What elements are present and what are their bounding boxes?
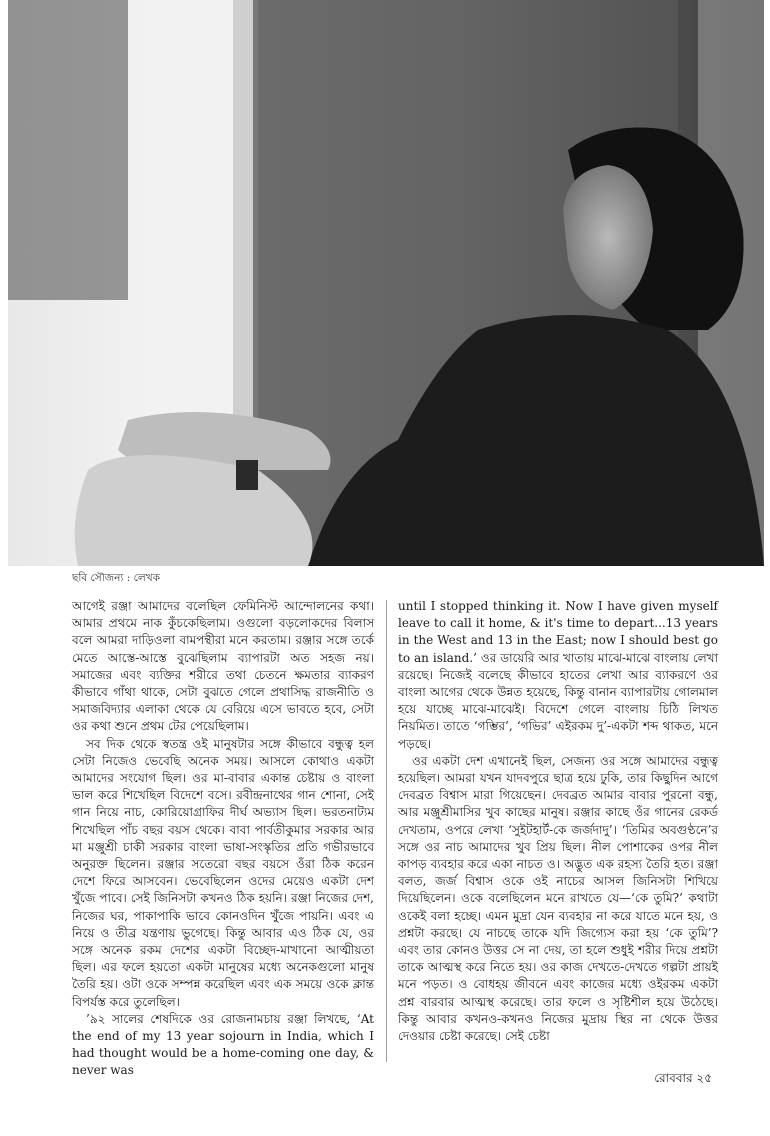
magazine-name: রোববার: [654, 1071, 693, 1085]
portrait-illustration: [8, 0, 764, 566]
paragraph: সব দিক থেকে স্বতন্ত্র ওই মানুষটার সঙ্গে কীভাবে বন্ধুত্ব হল সেটা নিজেও ভেবেছি অনেক সময়। আসলে কোথাও একটা আমাদের সংযোগ ছিল। ওর মা-বাবার একান্ত চেষ্টায় ও বাংলা ভাল করে শিখেছিল বিদেশে বসে। রবীন্দ্রনাথের গান শোনা, সেই গান নিয়ে নাচ, কোরিয়োগ্রাফির দীর্ঘ অভ্যাস ছিল। ভরতনাট্যম শিখেছিল পাঁচ বছর বয়স থেকে। বাবা পার্বতীকুমার সরকার আর মা মঞ্জুশ্রী চাকী সরকার বাংলা ভাষা-সংস্কৃতির প্রতি গভীরভাবে অনুরক্ত ছিলেন। রঞ্জার সতেরো বছর বয়সে ওঁরা ঠিক করেন দেশে ফিরে আসবেন। ভেবেছিলেন ওদের মেয়েও একটা দেশ খুঁজে পাবে। সেই জিনিসটা কখনও ঠিক হয়নি। রঞ্জা নিজের দেশ, নিজের ঘর, পাকাপাকি ভাবে কোনওদিন খুঁজে পায়নি। এবং এ নিয়ে ও তীব্র যন্ত্রণায় ভুগেছে। কিন্তু আবার এও ঠিক যে, ওর সঙ্গে অনেক রকম দেশের একটা বিচ্ছেদ-মাখানো আত্মীয়তা ছিল। এর ফলে হয়তো একটা মানুষের মধ্যে অনেকগুলো মানুষ তৈরি হয়। ওটা ওকে সম্পন্ন করেছিল এবং এক সময়ে ওকে ক্লান্ত বিপর্যস্ত করে তুলেছিল।: [72, 736, 374, 1009]
paragraph: ’৯২ সালের শেষদিকে ওর রোজনামচায় রঞ্জা লিখছে, ‘At the end of my 13 year sojourn in India, which I had thought would be a home-coming one day, & never was: [72, 1011, 374, 1078]
column-divider: [386, 600, 387, 1062]
page-number: ২৫: [696, 1071, 712, 1085]
paragraph: আগেই রঞ্জা আমাদের বলেছিল ফেমিনিস্ট আন্দোলনের কথা। আমার প্রথমে নাক কুঁচকেছিলাম। ওগুলো বড়লোকদের বিলাস বলে আমরা দাড়িওলা বামপন্থীরা মনে করতাম। রঞ্জার সঙ্গে তর্কে মেতে আস্তে-আস্তে বুঝেছিলাম ব্যাপারটা অত সহজ নয়। সমাজের এবং ব্যক্তির শরীরে তথা চেতনে ক্ষমতার ব্যাকরণ কীভাবে গাঁথা থাকে, সেটা বুঝতে গেলে প্রথাসিদ্ধ রাজনীতি ও সমাজবিদ্যার এলাকা থেকে যে বেরিয়ে এসে ভাবতে হবে, সেটা ওর কথা শুনে প্রথম টের পেয়েছিলাম।: [72, 599, 374, 734]
portrait-photo: [8, 0, 764, 566]
article-left-column: [72, 598, 374, 1080]
paragraph: ওর একটা দেশ এখানেই ছিল, সেজন্য ওর সঙ্গে আমাদের বন্ধুত্ব হয়েছিল। আমরা যখন যাদবপুরে ছাত্র হয়ে ঢুকি, তার কিছুদিন আগে দেবব্রত বিশ্বাস মারা গিয়েছেন। দেবব্রত আমার বাবার পুরনো বন্ধু, আর মঞ্জুশ্রীমাসির খুব কাছের মানুষ। রঞ্জার কাছে ওঁর গানের রেকর্ড দেখতাম, ওপরে লেখা ‘সুইটহার্ট-কে জর্জদাদু’। ‘তিমির অবগুণ্ঠনে’র সঙ্গে ওর নাচ আমাদের খুব প্রিয় ছিল। নীল পোশাকের ওপর নীল কাপড় ব্যবহার করে একা নাচত ও। অদ্ভুত এক রহস্য তৈরি হত। রঞ্জা বলত, জর্জ বিশ্বাস ওকে ওই নাচের আসল জিনিসটা শিখিয়ে দিয়েছিলেন। ওকে বলেছিলেন মনে রাখতে যে—‘কে তুমি?’ কথাটা ওকেই বলা হচ্ছে। এমন মুদ্রা যেন ব্যবহার না করে যাতে মনে হয়, ও প্রশ্নটা করছে। যে নাচছে তাকে যদি জিগ্যেস করা হয় ‘কে তুমি’? এবং তার কোনও উত্তর সে না দেয়, তা হলে শুধুই শরীর দিয়ে প্রশ্নটা তাকে আত্মস্থ করে নিতে হয়। ওর কাজ দেখতে-দেখতে গল্পটা প্রায়ই মনে পড়ত। ও বোধহয় জীবনে এবং কাজের মধ্যে ওইরকম একটা প্রশ্ন বারবার আত্মস্থ করেছে। তার ফলে ও সৃষ্টিশীল হয়ে উঠেছে। কিন্তু আবার কখনও-কখনও নিজের মুদ্রায় স্থির না থেকে উত্তর দেওয়ার চেষ্টা করেছে। সেই চেষ্টা: [398, 753, 718, 1044]
photo-caption: ছবি সৌজন্য : লেখক: [72, 572, 160, 584]
paragraph: until I stopped thinking it. Now I have given myself leave to call it home, & it's time to depart...13 years in the West and 13 in the East; now I should best go to an island.’ ওর ডায়েরি আর খাতায় মাঝে-মাঝে বাংলায় লেখা রয়েছে। নিজেই বলেছে কীভাবে হাতের লেখা আর ব্যাকরণে ওর বাংলা আগের থেকে উন্নত হয়েছে, কিন্তু বানান ব্যাপারটায় গোলমাল হয়ে যাচ্ছে মাঝে-মাঝেই। বিদেশে গেলে বাংলায় চিঠি লিখত নিয়মিত। তাতে ‘গম্ভির’, ‘গভির’ এইরকম দু’-একটা শব্দ থাকত, মনে পড়ছে।: [398, 599, 718, 751]
page-footer: [654, 1070, 712, 1090]
article-right-column: [398, 598, 718, 1045]
